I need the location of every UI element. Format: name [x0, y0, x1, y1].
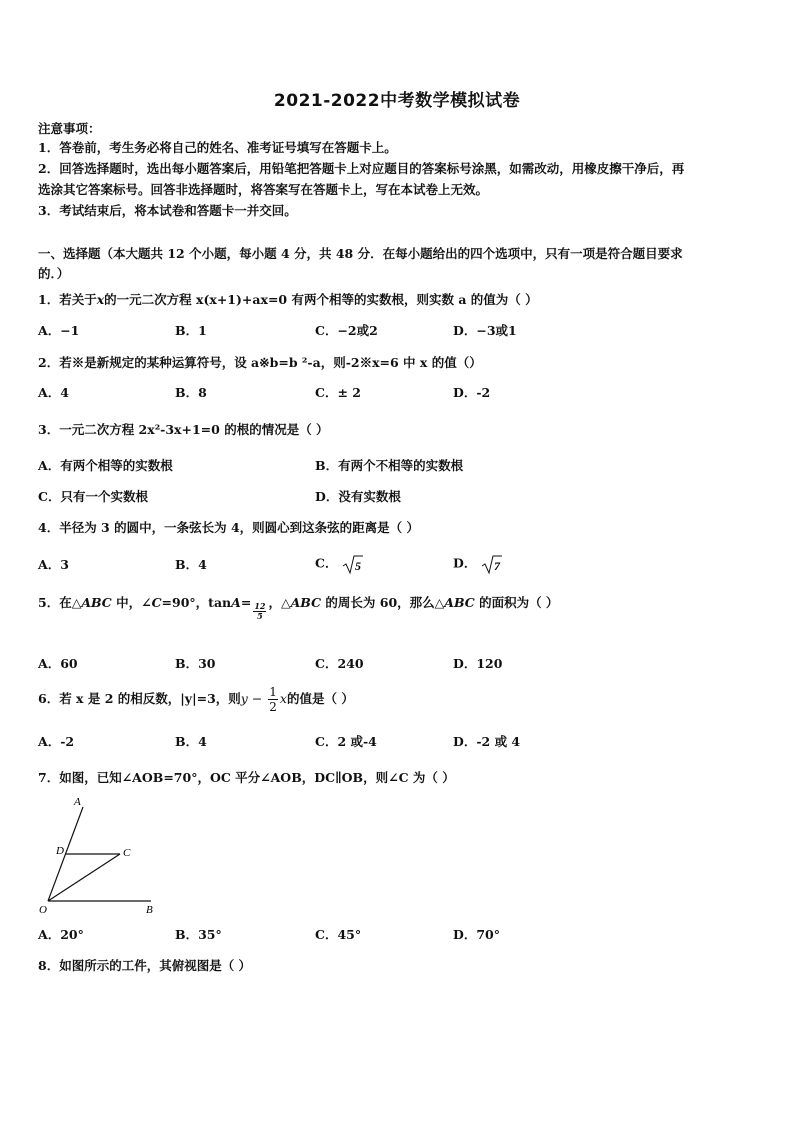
label-b: B: [146, 904, 153, 916]
q3-option-c: C．只有一个实数根: [38, 489, 148, 504]
q5-text: =: [240, 595, 252, 610]
q6-option-b: B．4: [175, 734, 207, 749]
question-7: 7．如图，已知∠AOB=70°，OC 平分∠AOB，DC∥OB，则∠C 为（ ）: [38, 770, 455, 785]
notice-item-2-cont: 选涂其它答案标号。回答非选择题时，将答案写在答题卡上，写在本试卷上无效。: [38, 182, 489, 197]
question-5: [38, 594, 558, 621]
q2-option-d: D．-2: [453, 385, 491, 400]
notice-item-3: 3．考试结束后，将本试卷和答题卡一并交回。: [38, 203, 297, 218]
q7-option-c: C．45°: [315, 927, 362, 942]
q4-option-d: [453, 553, 503, 575]
q4-option-b: B．4: [175, 557, 207, 572]
q1-post: 的一元二次方程 x(x+1)+ax=0 有两个相等的实数根，则实数 a 的值为（ ）: [104, 292, 538, 307]
question-6: [38, 685, 354, 714]
notice-item-1: 1．答卷前，考生务必将自己的姓名、准考证号填写在答题卡上。: [38, 140, 397, 155]
q4-option-c: [315, 553, 364, 575]
sqrt-symbol: [342, 553, 364, 575]
q7-option-d: D．70°: [453, 927, 500, 942]
segment-oc: [48, 854, 120, 901]
q2-option-b: B．8: [175, 385, 207, 400]
question-2: 2．若※是新规定的某种运算符号，设 a※b=b ²-a，则-2※x=6 中 x 的值（）: [38, 355, 482, 370]
q4-c-radicand: 5: [354, 559, 361, 573]
label-d: D: [56, 845, 64, 857]
q4-option-a: A．3: [38, 557, 69, 572]
q5-option-d: D．120: [453, 656, 503, 671]
q6-text: 6．若 x 是 2 的相反数，|y|=3，则: [38, 691, 241, 706]
q6-y: y: [240, 691, 248, 706]
label-o: O: [39, 904, 47, 916]
q5-option-c: C．240: [315, 656, 364, 671]
label-c: C: [123, 847, 131, 859]
q2-option-a: A．4: [38, 385, 69, 400]
question-3: 3．一元二次方程 2x²-3x+1=0 的根的情况是（ ）: [38, 422, 329, 437]
q5-fraction-den: 5: [257, 611, 263, 621]
q4-option-d-label: D．: [453, 555, 477, 571]
notice-heading: 注意事项：: [38, 121, 101, 136]
q5-text: =90°，tan: [161, 595, 232, 610]
q1-var: x: [96, 292, 105, 307]
q6-text: 的值是（ ）: [286, 691, 354, 706]
q5-text: 的面积为（ ）: [474, 595, 559, 610]
q6-option-c: C．2 或-4: [315, 734, 377, 749]
q1-pre: 1．若关于: [38, 292, 97, 307]
q5-c: C: [151, 595, 162, 610]
q1-option-b: B．1: [175, 323, 207, 338]
q5-abc: ABC: [81, 595, 112, 610]
label-a: A: [74, 796, 81, 808]
q5-fraction: [253, 602, 266, 621]
q6-minus: −: [247, 691, 267, 706]
sqrt-symbol: [481, 553, 503, 575]
question-1: [38, 291, 538, 309]
q6-fraction-num: 1: [269, 685, 277, 699]
q6-fraction: [268, 685, 278, 714]
q6-fraction-den: 2: [269, 700, 277, 714]
page-title: 2021-2022中考数学模拟试卷: [273, 91, 521, 111]
q5-text: 的周长为 60，那么△: [321, 595, 445, 610]
q1-option-d: D．−3或1: [453, 323, 517, 338]
q5-abc: ABC: [444, 595, 475, 610]
q5-text: 5．在△: [38, 595, 82, 610]
q3-option-b: B．有两个不相等的实数根: [315, 458, 464, 473]
q4-option-c-label: C．: [315, 555, 338, 571]
q5-a: A: [231, 595, 241, 610]
section-header-cont: 的．）: [38, 266, 70, 281]
question-8: 8．如图所示的工件，其俯视图是（ ）: [38, 958, 252, 973]
q7-option-b: B．35°: [175, 927, 222, 942]
q3-option-a: A．有两个相等的实数根: [38, 458, 173, 473]
notice-item-2: 2．回答选择题时，选出每小题答案后，用铅笔把答题卡上对应题目的答案标号涂黑，如需改动，用橡皮擦干净后，再: [38, 161, 685, 176]
q2-option-c: C．± 2: [315, 385, 361, 400]
q6-x: x: [279, 691, 287, 706]
section-header: 一、选择题（本大题共 12 个小题，每小题 4 分，共 48 分．在每小题给出的四个选项中，只有一项是符合题目要求: [38, 246, 683, 261]
q5-option-a: A．60: [38, 656, 78, 671]
q6-option-a: A．-2: [38, 734, 75, 749]
q1-option-a: A．−1: [38, 323, 80, 338]
q7-option-a: A．20°: [38, 927, 84, 942]
q5-fraction-num: 12: [254, 601, 266, 611]
q5-option-b: B．30: [175, 656, 216, 671]
q4-d-radicand: 7: [493, 559, 500, 573]
geometry-figure: [36, 793, 166, 923]
question-4: 4．半径为 3 的圆中，一条弦长为 4，则圆心到这条弦的距离是（ ）: [38, 520, 420, 535]
q5-text: ，△: [268, 595, 291, 610]
q5-abc: ABC: [290, 595, 322, 610]
q6-option-d: D．-2 或 4: [453, 734, 521, 749]
q3-option-d: D．没有实数根: [315, 489, 401, 504]
q1-option-c: C．−2或2: [315, 323, 378, 338]
q5-text: 中，∠: [111, 595, 152, 610]
